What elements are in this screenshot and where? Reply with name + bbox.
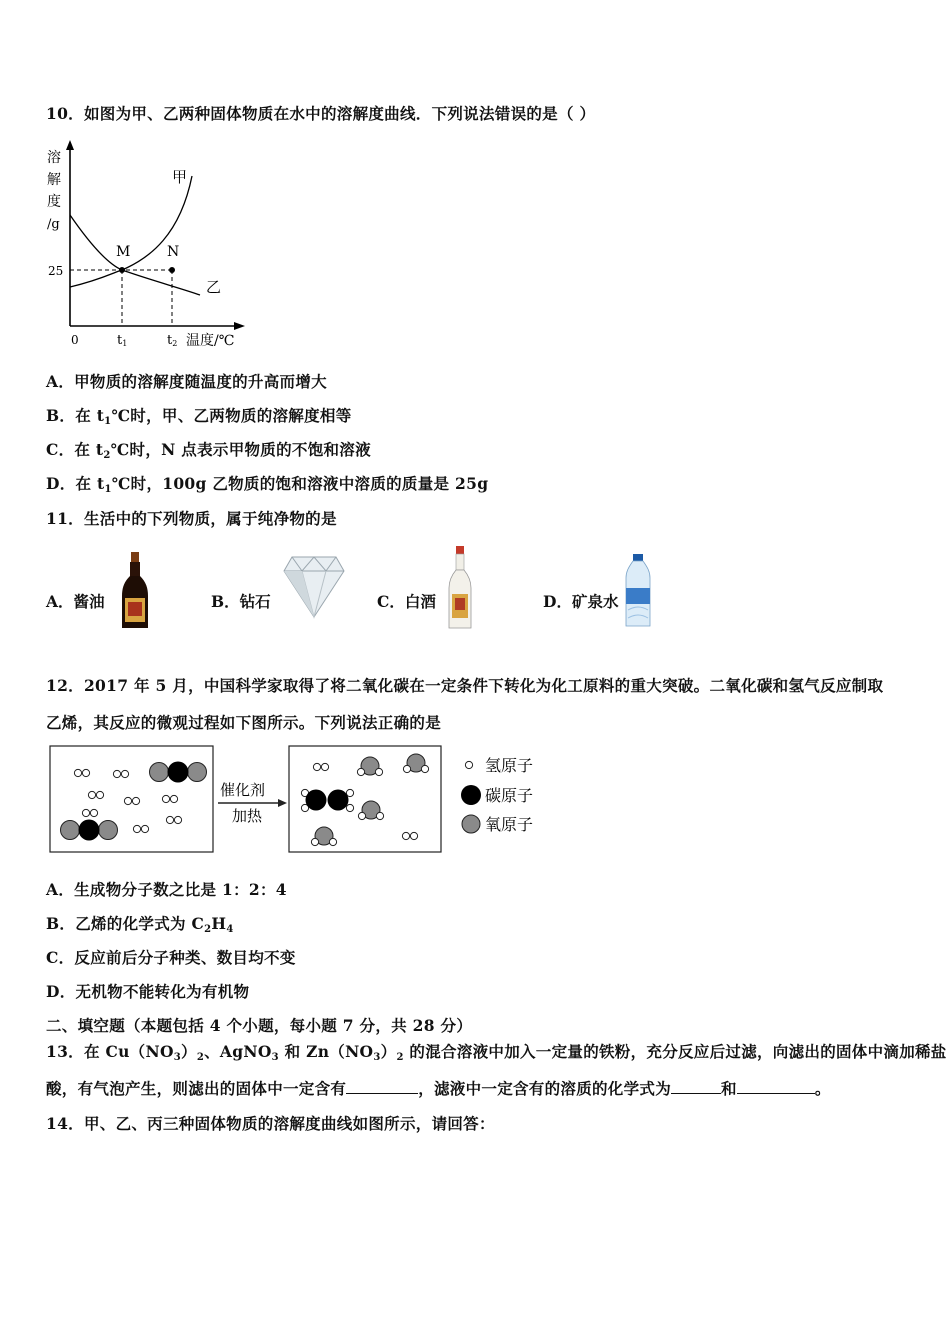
ylabel-char-4: /g	[47, 217, 60, 232]
q10-solubility-graph	[40, 140, 260, 355]
q12-option-d: D．无机物不能转化为有机物	[46, 982, 250, 1001]
q10-option-c: C．在 $t_2℃$时，N 点表示甲物质的不饱和溶液	[46, 440, 371, 461]
ylabel-char-1: 溶	[47, 150, 61, 166]
q10-option-a: A．甲物质的溶解度随温度的升高而增大	[46, 372, 327, 391]
q13-blank-2[interactable]	[671, 1079, 721, 1094]
ylabel-char-2: 解	[47, 172, 61, 188]
x-axis-arrow	[234, 322, 245, 330]
soy-sauce-bottle-icon	[118, 552, 152, 632]
label-n: N	[167, 244, 180, 260]
q13-line1: 13．在 $Cu(NO_3)_2$、AgNO$_3$ 和 $Zn(NO_3)_2$ 的混合溶液中加入一定量的铁粉，充分反应后过滤，向滤出的固体中滴加稀盐	[46, 1042, 947, 1063]
liquor-bottle-icon	[446, 546, 474, 632]
q12-stem-line2: 乙烯，其反应的微观过程如下图所示。下列说法正确的是	[46, 713, 442, 732]
legend-o-atom	[462, 815, 480, 833]
arrow-label-catalyst: 催化剂	[220, 781, 266, 799]
label-m: M	[116, 244, 131, 260]
q10-option-b: B．在 $t_1℃$时，甲、乙两物质的溶解度相等	[46, 406, 352, 427]
xlabel: 温度/℃	[186, 333, 235, 349]
legend-o-label: 氧原子	[485, 815, 534, 834]
legend-h-atom	[465, 761, 472, 768]
legend-h-label: 氢原子	[485, 756, 534, 775]
y-axis-arrow	[66, 140, 74, 150]
legend-c-label: 碳原子	[485, 786, 534, 805]
q10-stem: 10．如图为甲、乙两种固体物质在水中的溶解度曲线．下列说法错误的是（ ）	[46, 104, 596, 123]
label-t1: t1	[117, 333, 128, 348]
point-m	[119, 267, 125, 273]
q12-reaction-diagram	[48, 742, 548, 856]
q14-stem: 14．甲、乙、丙三种固体物质的溶解度曲线如图所示，请回答：	[46, 1114, 495, 1133]
mineral-water-bottle-icon	[622, 554, 654, 630]
label-25: 25	[48, 264, 64, 278]
arrow-label-heat: 加热	[232, 807, 263, 825]
ylabel-char-3: 度	[47, 194, 61, 210]
point-n	[169, 267, 175, 273]
curve-yi	[70, 215, 200, 295]
q11-option-d: D．矿泉水	[543, 592, 619, 611]
q12-option-c: C．反应前后分子种类、数目均不变	[46, 948, 296, 967]
label-t2: t2	[167, 333, 178, 348]
q10-option-d: D．在 $t_1℃$时，100g 乙物质的饱和溶液中溶质的质量是 25g	[46, 474, 489, 495]
q13-blank-3[interactable]	[737, 1079, 815, 1094]
section-2-heading: 二、填空题（本题包括 4 个小题，每小题 7 分，共 28 分）	[46, 1016, 473, 1035]
label-origin: 0	[71, 333, 79, 347]
legend-c-atom	[461, 785, 481, 805]
q12-stem-line1: 12．2017 年 5 月，中国科学家取得了将二氧化碳在一定条件下转化为化工原料的重大突破。二氧化碳和氢气反应制取	[46, 676, 884, 695]
label-jia: 甲	[172, 168, 188, 186]
q11-option-b: B．钻石	[211, 592, 271, 611]
q13-blank-1[interactable]	[346, 1079, 418, 1094]
q11-stem: 11．生活中的下列物质，属于纯净物的是	[46, 509, 337, 528]
diamond-icon	[282, 553, 346, 619]
reaction-arrow-head	[278, 799, 287, 807]
q11-option-a: A．酱油	[46, 592, 105, 611]
q11-option-c: C．白酒	[377, 592, 436, 611]
q12-option-a: A．生成物分子数之比是 1：2：4	[46, 880, 287, 899]
q13-line2: 酸，有气泡产生，则滤出的固体中一定含有 ，滤液中一定含有的溶质的化学式为 和 。	[46, 1079, 831, 1098]
q12-option-b: B．乙烯的化学式为 $C_2H_4$	[46, 914, 234, 935]
label-yi: 乙	[206, 278, 222, 296]
